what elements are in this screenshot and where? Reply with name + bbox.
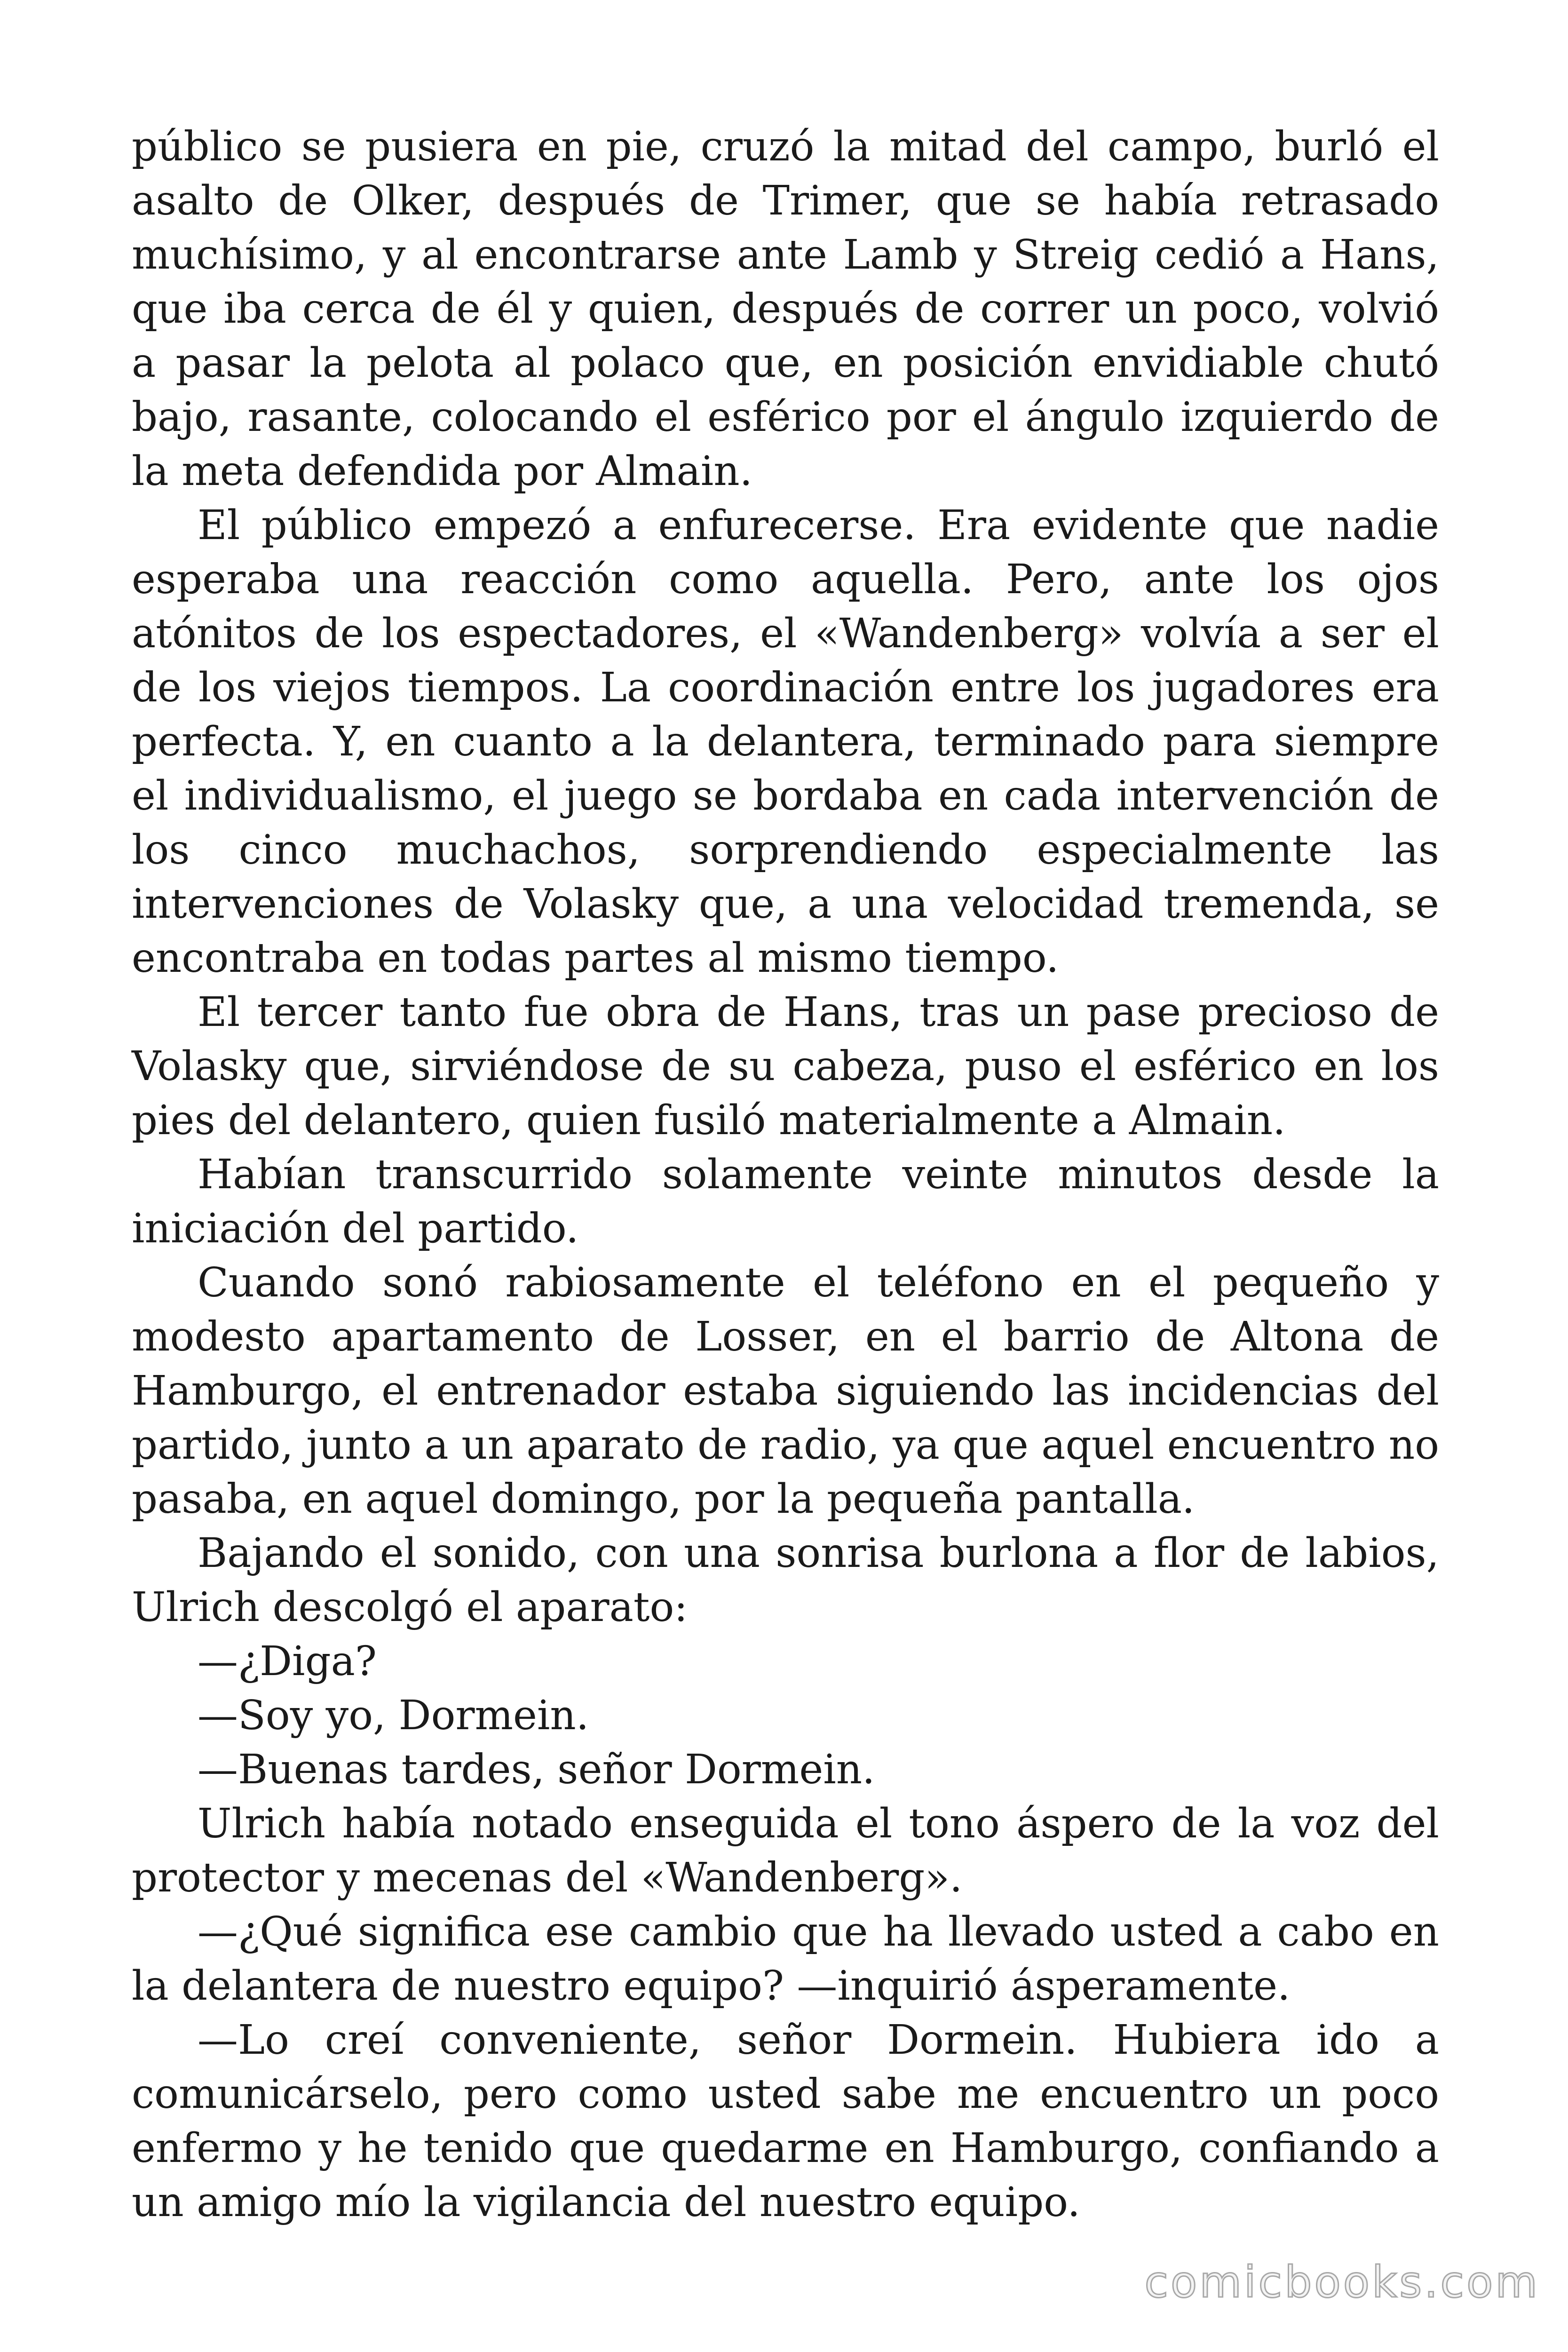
dialogue-line-4: —¿Qué significa ese cambio que ha llevado usted a cabo en la delantera de nuestro equipo? —inquirió ásperamente.: [132, 1908, 1439, 2010]
paragraph-1: público se pusiera en pie, cruzó la mitad del campo, burló el asalto de Olker, después de Trimer, que se había retrasado muchísimo, y al encontrarse ante Lamb y Streig cedió a Hans, que iba cerca de él y quien, después de correr un poco, volvió a pasar la pelota al polaco que, en posición envidiable chutó bajo, rasante, colocando el esférico por el ángulo izquierdo de la meta defendida por Almain.: [132, 123, 1439, 495]
paragraph-7: Ulrich había notado enseguida el tono áspero de la voz del protector y mecenas del «Wandenberg».: [132, 1800, 1439, 1901]
dialogue-line-3: —Buenas tardes, señor Dormein.: [198, 1746, 875, 1793]
paragraph-2: El público empezó a enfurecerse. Era evidente que nadie esperaba una reacción como aquella. Pero, ante los ojos atónitos de los espectadores, el «Wandenberg» volvía a ser el de los viejos tiempos. La coordinación entre los jugadores era perfecta. Y, en cuanto a la delantera, terminado para siempre el individualismo, el juego se bordaba en cada intervención de los cinco muchachos, sorprendiendo especialmente las intervenciones de Volasky que, a una velocidad tremenda, se encontraba en todas partes al mismo tiempo.: [132, 502, 1439, 982]
paragraph-4: Habían transcurrido solamente veinte minutos desde la iniciación del partido.: [132, 1151, 1439, 1252]
paragraph-3: El tercer tanto fue obra de Hans, tras un pase precioso de Volasky que, sirviéndose de su cabeza, puso el esférico en los pies del delantero, quien fusiló materialmente a Almain.: [132, 989, 1439, 1144]
paragraph-6: Bajando el sonido, con una sonrisa burlona a flor de labios, Ulrich descolgó el aparato:: [132, 1530, 1439, 1631]
dialogue-line-5: —Lo creí conveniente, señor Dormein. Hubiera ido a comunicárselo, pero como usted sabe me encuentro un poco enfermo y he tenido que quedarme en Hamburgo, confiando a un amigo mío la vigilancia del nuestro equipo.: [132, 2017, 1439, 2226]
dialogue-line-2: —Soy yo, Dormein.: [198, 1692, 589, 1739]
watermark: comicbooks.com: [1144, 2257, 1540, 2307]
page-body: [132, 120, 1439, 2230]
paragraph-5: Cuando sonó rabiosamente el teléfono en el pequeño y modesto apartamento de Losser, en el barrio de Altona de Hamburgo, el entrenador estaba siguiendo las incidencias del partido, junto a un aparato de radio, ya que aquel encuentro no pasaba, en aquel domingo, por la pequeña pantalla.: [132, 1259, 1439, 1523]
dialogue-line-1: —¿Diga?: [198, 1638, 377, 1685]
